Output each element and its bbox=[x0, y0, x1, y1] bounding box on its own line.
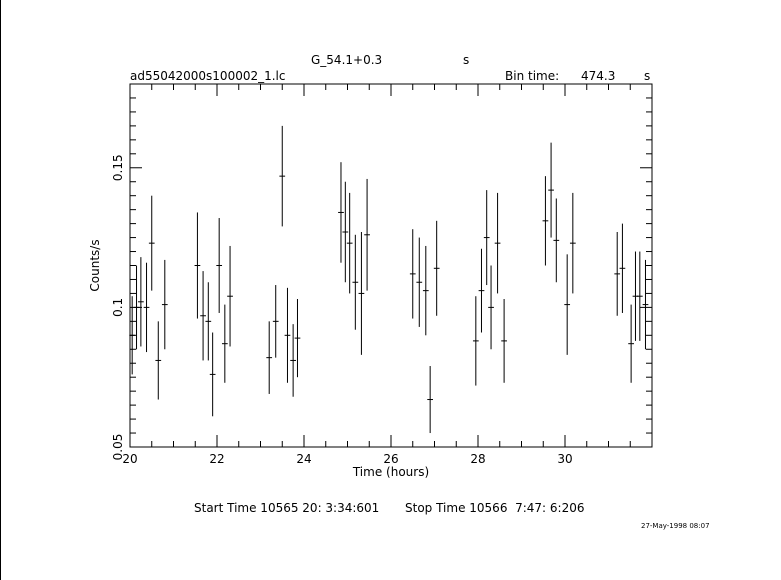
x-tick-label: 30 bbox=[557, 452, 573, 466]
y-tick-label: 0.1 bbox=[111, 297, 125, 317]
file-name: ad55042000s100002_1.lc bbox=[130, 69, 286, 83]
x-tick-label: 28 bbox=[470, 452, 486, 466]
x-axis-label: Time (hours) bbox=[352, 465, 430, 479]
start-time: Start Time 10565 20: 3:34:601 bbox=[194, 501, 380, 515]
date-stamp: 27-May-1998 08:07 bbox=[641, 522, 710, 530]
x-tick-label: 22 bbox=[209, 452, 225, 466]
plot-frame bbox=[130, 84, 652, 447]
y-axis-label: Counts/s bbox=[88, 239, 102, 292]
x-tick-label: 26 bbox=[383, 452, 399, 466]
bin-time-unit: s bbox=[644, 69, 651, 83]
y-tick-label: 0.05 bbox=[111, 433, 125, 461]
source-unit: s bbox=[463, 53, 470, 67]
bin-time-value: 474.3 bbox=[581, 69, 616, 83]
bin-time-label: Bin time: bbox=[505, 69, 560, 83]
y-tick-label: 0.15 bbox=[111, 154, 125, 182]
stop-time: Stop Time 10566 7:47: 6:206 bbox=[405, 501, 585, 515]
source-name: G_54.1+0.3 bbox=[311, 53, 383, 67]
x-tick-label: 24 bbox=[296, 452, 312, 466]
x-tick-label: 20 bbox=[122, 452, 138, 466]
